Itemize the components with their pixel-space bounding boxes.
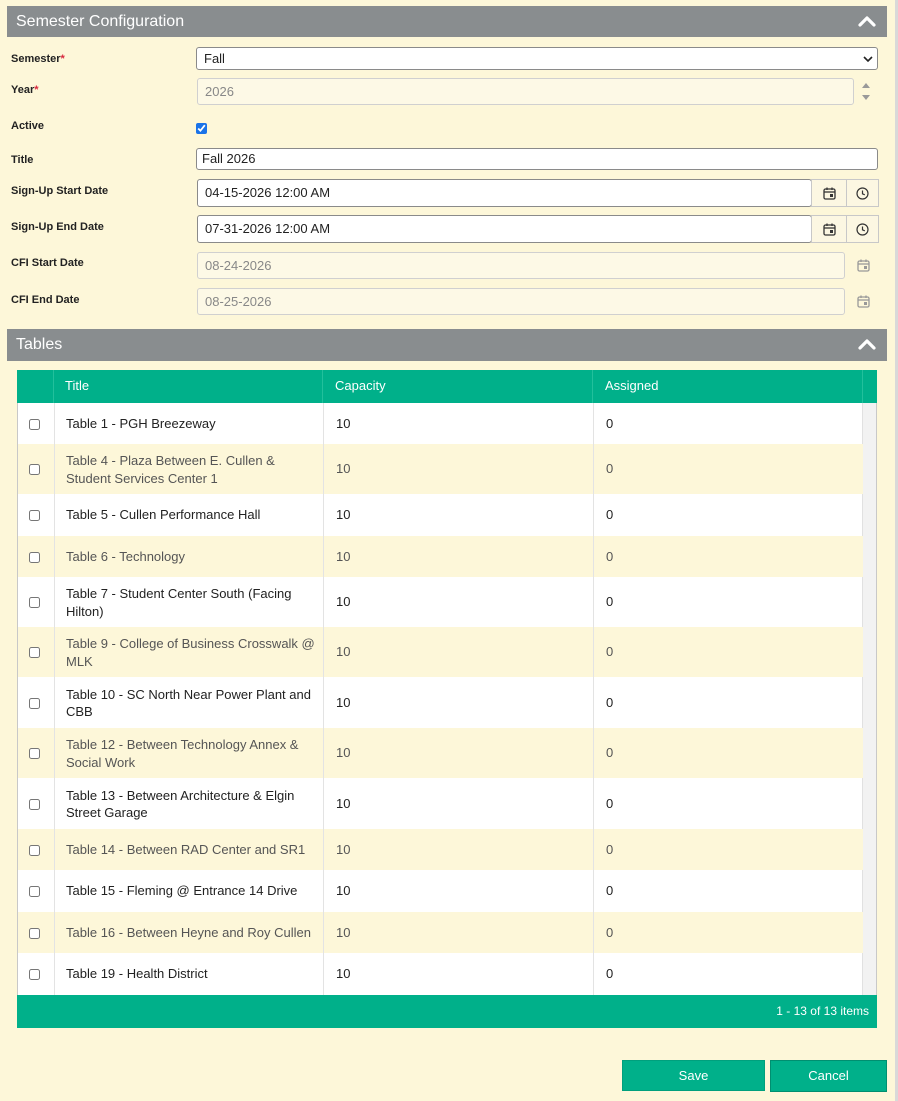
cfi-end-input[interactable]: 08-25-2026 (197, 288, 845, 315)
row-title: Table 14 - Between RAD Center and SR1 (66, 841, 306, 857)
tables-title: Tables (16, 336, 63, 353)
header-divider (592, 370, 593, 403)
calendar-icon (857, 295, 870, 308)
row-assigned: 0 (606, 461, 614, 476)
row-select-checkbox[interactable] (29, 928, 40, 939)
row-capacity: 10 (336, 745, 351, 760)
row-capacity: 10 (336, 841, 351, 857)
row-title: Table 6 - Technology (66, 548, 186, 564)
row-capacity: 10 (336, 924, 351, 940)
row-capacity: 10 (336, 415, 351, 431)
row-capacity: 10 (336, 461, 351, 476)
row-select-checkbox[interactable] (29, 799, 40, 810)
clock-icon (856, 223, 869, 236)
row-select-checkbox[interactable] (29, 597, 40, 608)
column-divider (593, 403, 594, 995)
spin-up-icon[interactable] (862, 82, 870, 89)
cfi-start-input[interactable]: 08-24-2026 (197, 252, 845, 279)
row-title: Table 1 - PGH Breezeway (66, 415, 216, 431)
cfi-start-calendar-button[interactable] (848, 252, 878, 279)
spin-down-icon[interactable] (862, 94, 870, 101)
row-select-checkbox[interactable] (29, 698, 40, 709)
header-divider (53, 370, 54, 403)
tables-grid (17, 370, 877, 1018)
row-assigned: 0 (606, 415, 614, 431)
column-header-capacity[interactable]: Capacity (335, 378, 386, 393)
row-capacity: 10 (336, 965, 351, 981)
row-title: Table 7 - Student Center South (Facing Hilton) (66, 586, 292, 619)
tables-header[interactable] (7, 329, 887, 361)
cfi-end-label: CFI End Date (11, 294, 80, 306)
grid-header (17, 370, 877, 403)
chevron-down-icon (863, 54, 873, 64)
row-capacity: 10 (336, 548, 351, 564)
semester-select[interactable] (196, 47, 878, 70)
cfi-start-label: CFI Start Date (11, 257, 84, 269)
row-title: Table 10 - SC North Near Power Plant and CBB (66, 686, 311, 719)
active-label: Active (11, 120, 45, 132)
table-row[interactable] (18, 728, 863, 778)
table-row[interactable] (18, 677, 863, 728)
signup-start-calendar-button[interactable] (811, 179, 847, 207)
header-divider (862, 370, 863, 403)
row-assigned: 0 (606, 507, 614, 522)
semester-config-header[interactable] (7, 6, 887, 37)
clock-icon (856, 187, 869, 200)
row-capacity: 10 (336, 594, 351, 609)
table-row[interactable] (18, 870, 863, 912)
signup-end-input[interactable]: 07-31-2026 12:00 AM (197, 215, 812, 243)
title-input[interactable]: Fall 2026 (196, 148, 878, 170)
semester-select-value: Fall (204, 51, 225, 66)
row-assigned: 0 (606, 883, 614, 898)
table-row[interactable] (18, 829, 863, 870)
row-select-checkbox[interactable] (29, 969, 40, 980)
grid-scrollbar[interactable] (862, 403, 876, 995)
signup-start-input[interactable]: 04-15-2026 12:00 AM (197, 179, 812, 207)
row-capacity: 10 (336, 644, 351, 659)
table-row[interactable] (18, 953, 863, 994)
row-assigned: 0 (606, 841, 614, 857)
active-checkbox[interactable] (196, 123, 207, 134)
column-header-title[interactable]: Title (65, 378, 90, 393)
signup-start-label: Sign-Up Start Date (11, 185, 109, 197)
calendar-icon (857, 259, 870, 272)
row-select-checkbox[interactable] (29, 510, 40, 521)
row-assigned: 0 (606, 745, 614, 760)
row-capacity: 10 (336, 507, 351, 522)
row-select-checkbox[interactable] (29, 552, 40, 563)
row-capacity: 10 (336, 883, 351, 898)
semester-label: Semester* (11, 53, 65, 65)
row-title: Table 9 - College of Business Crosswalk @ MLK (66, 636, 315, 669)
row-select-checkbox[interactable] (29, 886, 40, 897)
header-divider (322, 370, 323, 403)
row-assigned: 0 (606, 694, 614, 710)
column-header-assigned[interactable]: Assigned (605, 378, 659, 393)
semester-config-title: Semester Configuration (16, 13, 185, 30)
chevron-up-icon[interactable] (858, 14, 876, 28)
signup-start-clock-button[interactable] (846, 179, 879, 207)
table-row[interactable] (18, 627, 863, 677)
row-assigned: 0 (606, 644, 614, 659)
row-title: Table 16 - Between Heyne and Roy Cullen (66, 924, 311, 940)
table-row[interactable] (18, 778, 863, 829)
signup-end-calendar-button[interactable] (811, 215, 847, 243)
grid-body[interactable] (17, 403, 877, 995)
chevron-up-icon[interactable] (858, 337, 876, 351)
save-button[interactable]: Save (622, 1060, 765, 1091)
title-label: Title (11, 154, 34, 166)
row-assigned: 0 (606, 795, 614, 811)
row-title: Table 13 - Between Architecture & Elgin Street Garage (66, 787, 295, 820)
row-assigned: 0 (606, 965, 614, 981)
row-select-checkbox[interactable] (29, 748, 40, 759)
row-capacity: 10 (336, 694, 351, 710)
table-row[interactable] (18, 494, 863, 536)
table-row[interactable] (18, 444, 863, 494)
table-row[interactable] (18, 536, 863, 577)
grid-pager (17, 995, 877, 1028)
table-row[interactable] (18, 577, 863, 627)
year-input[interactable]: 2026 (197, 78, 854, 105)
pager-info: 1 - 13 of 13 items (776, 1004, 869, 1018)
row-title: Table 15 - Fleming @ Entrance 14 Drive (66, 883, 298, 898)
row-capacity: 10 (336, 795, 351, 811)
calendar-icon (823, 223, 836, 236)
signup-end-clock-button[interactable] (846, 215, 879, 243)
cfi-end-calendar-button[interactable] (848, 288, 878, 315)
row-assigned: 0 (606, 594, 614, 609)
row-title: Table 5 - Cullen Performance Hall (66, 507, 261, 522)
column-divider (54, 403, 55, 995)
row-select-checkbox[interactable] (29, 419, 40, 430)
column-divider (323, 403, 324, 995)
row-select-checkbox[interactable] (29, 845, 40, 856)
row-title: Table 4 - Plaza Between E. Cullen & Student Services Center 1 (66, 453, 275, 486)
cancel-button[interactable]: Cancel (770, 1060, 887, 1092)
table-row[interactable] (18, 403, 863, 444)
row-select-checkbox[interactable] (29, 464, 40, 475)
required-mark: * (34, 84, 39, 96)
table-row[interactable] (18, 912, 863, 953)
signup-end-label: Sign-Up End Date (11, 221, 104, 233)
calendar-icon (823, 187, 836, 200)
row-title: Table 19 - Health District (66, 965, 208, 981)
row-assigned: 0 (606, 548, 614, 564)
year-label: Year* (11, 84, 39, 96)
row-select-checkbox[interactable] (29, 647, 40, 658)
required-mark: * (60, 53, 65, 65)
row-title: Table 12 - Between Technology Annex & Social Work (66, 737, 299, 770)
year-spinner[interactable] (856, 78, 878, 105)
row-assigned: 0 (606, 924, 614, 940)
